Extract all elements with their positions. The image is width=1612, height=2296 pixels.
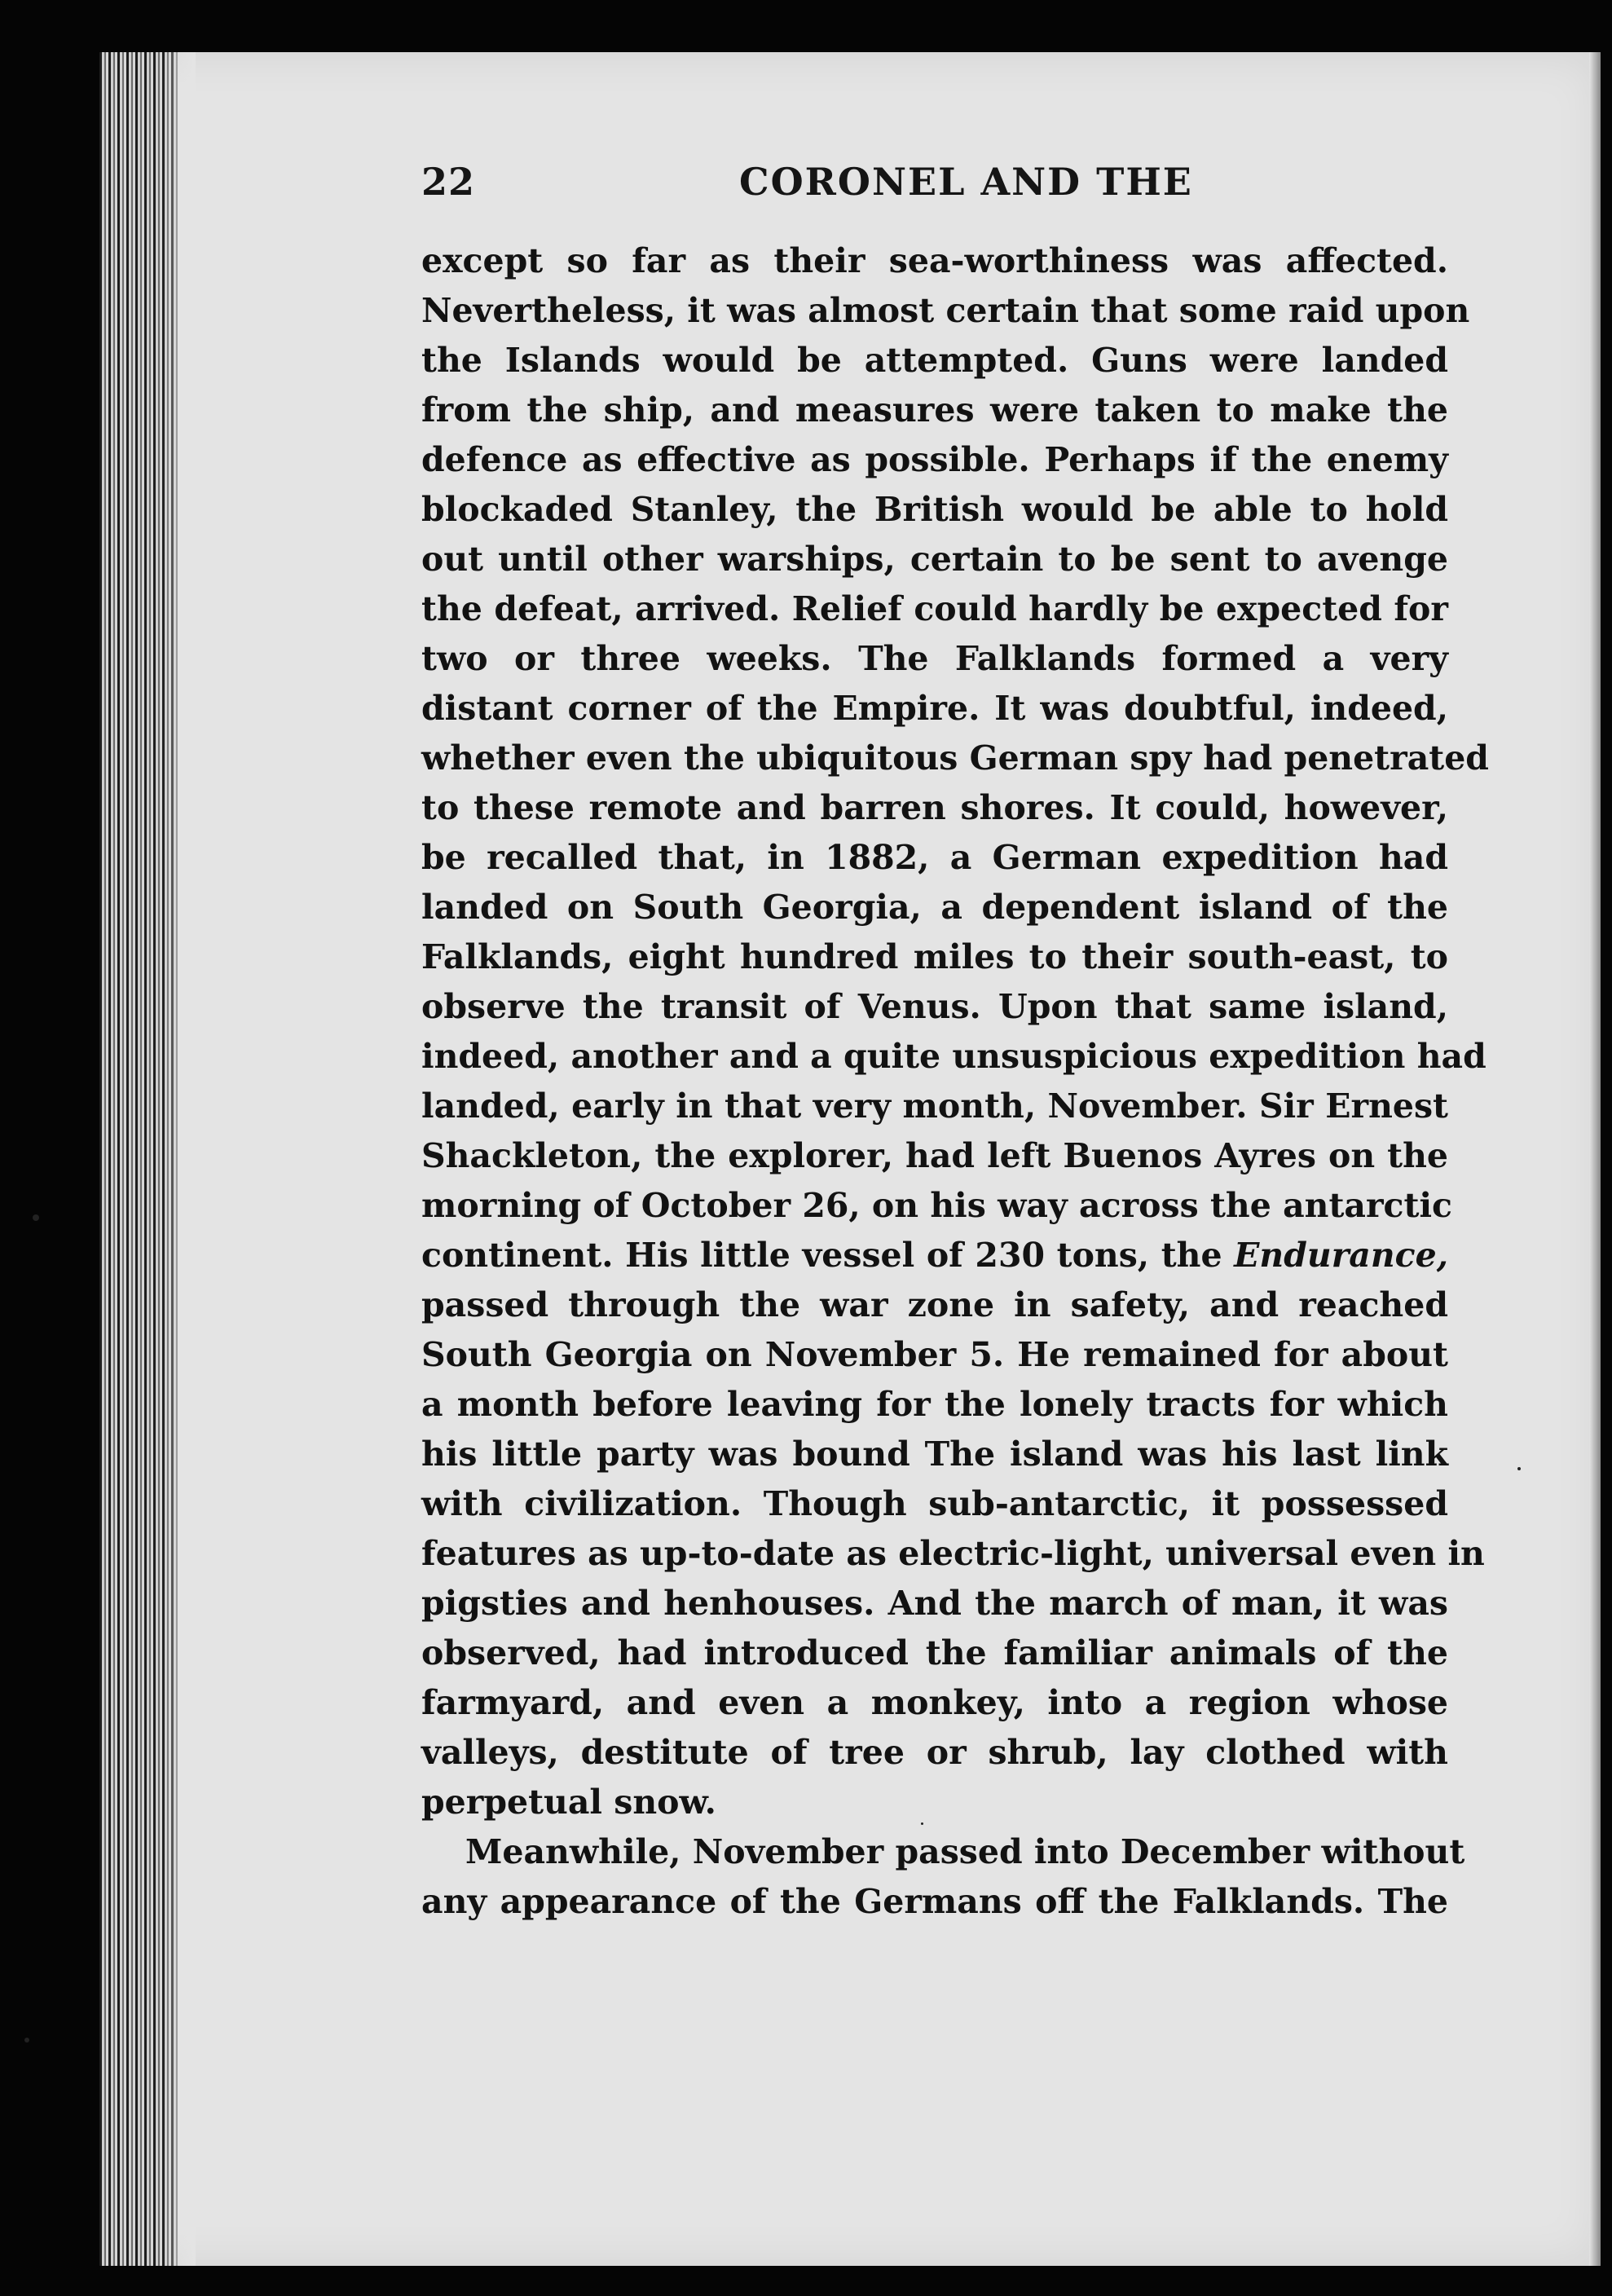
text-line: the Islands would be attempted. Guns were landed: [421, 341, 1448, 380]
text-line: his little party was bound The island was his last link: [421, 1434, 1448, 1474]
text-line: features as up-to-date as electric-light, universal even in: [421, 1534, 1485, 1573]
text-line-with-italic: [421, 1231, 1448, 1280]
text-line: observed, had introduced the familiar animals of the: [421, 1633, 1448, 1672]
text-line: be recalled that, in 1882, a German expedition had: [421, 838, 1448, 877]
text-line: two or three weeks. The Falklands formed a very: [421, 639, 1448, 678]
ship-name-italic: Endurance,: [1234, 1236, 1448, 1275]
page-edge-fade: [163, 52, 196, 2266]
text-line: distant corner of the Empire. It was doubtful, indeed,: [421, 689, 1448, 728]
page-header: [421, 160, 1448, 217]
text-line: passed through the war zone in safety, and reached: [421, 1285, 1448, 1324]
body-text: [421, 236, 1489, 1927]
paragraph-start-line: Meanwhile, November passed into December without: [465, 1832, 1465, 1871]
text-line: whether even the ubiquitous German spy had penetrated: [421, 738, 1489, 778]
text-line: any appearance of the Germans off the Falklands. The: [421, 1882, 1448, 1921]
text-line: a month before leaving for the lonely tracts for which: [421, 1385, 1448, 1424]
text-line: Nevertheless, it was almost certain that some raid upon: [421, 291, 1470, 330]
text-line: except so far as their sea-worthiness was affected.: [421, 241, 1448, 280]
text-line: perpetual snow.: [421, 1783, 716, 1822]
scan-speck: [921, 1822, 923, 1825]
scan-speck: [33, 1214, 39, 1221]
text-line: Shackleton, the explorer, had left Buenos Ayres on the: [421, 1136, 1448, 1175]
text-line: morning of October 26, on his way across the antarctic: [421, 1186, 1452, 1225]
running-head: CORONEL AND THE: [739, 160, 1193, 204]
text-line: landed, early in that very month, November. Sir Ernest: [421, 1086, 1448, 1126]
scan-speck: [1517, 1467, 1521, 1470]
text-line: defence as effective as possible. Perhaps if the enemy: [421, 440, 1448, 479]
page-number: 22: [421, 160, 476, 204]
text-line: observe the transit of Venus. Upon that same island,: [421, 987, 1448, 1026]
text-line: farmyard, and even a monkey, into a region whose: [421, 1683, 1448, 1722]
scan-speck: [24, 2038, 29, 2043]
text-line: from the ship, and measures were taken to make the: [421, 390, 1448, 430]
text-line: out until other warships, certain to be sent to avenge: [421, 540, 1448, 579]
text-line: pigsties and henhouses. And the march of man, it was: [421, 1584, 1448, 1623]
text-line: valleys, destitute of tree or shrub, lay clothed with: [421, 1733, 1448, 1772]
text-line: Falklands, eight hundred miles to their south-east, to: [421, 937, 1448, 976]
text-line: blockaded Stanley, the British would be able to hold: [421, 490, 1448, 529]
text-line: landed on South Georgia, a dependent island of the: [421, 888, 1448, 927]
text-line: South Georgia on November 5. He remained for about: [421, 1335, 1448, 1374]
text-line: the defeat, arrived. Relief could hardly be expected for: [421, 589, 1448, 628]
page-right-shadow: [1589, 52, 1601, 2266]
text-line: to these remote and barren shores. It could, however,: [421, 788, 1448, 827]
text-line: indeed, another and a quite unsuspicious expedition had: [421, 1037, 1486, 1076]
text-segment: continent. His little vessel of 230 tons, the: [421, 1236, 1222, 1275]
text-line: with civilization. Though sub-antarctic, it possessed: [421, 1484, 1448, 1523]
